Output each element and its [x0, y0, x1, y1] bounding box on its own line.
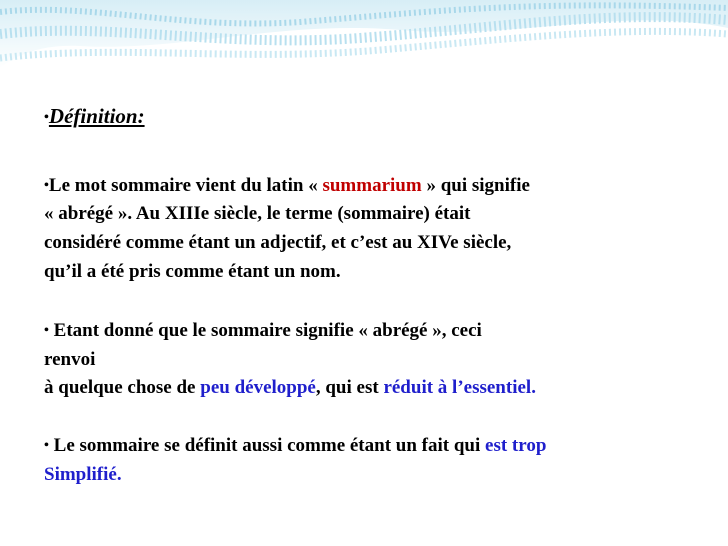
peu-developpe-term: peu développé — [200, 377, 316, 398]
text-span: Le sommaire se définit aussi comme étant un fait qui — [48, 435, 486, 456]
simplifie-term: Simplifié. — [44, 464, 122, 485]
bullet-icon: • — [44, 110, 49, 125]
decorative-wave-banner — [0, 0, 728, 82]
text-span: à quelque chose de — [44, 377, 201, 398]
paragraph-2-line-2: renvoi — [44, 349, 96, 370]
heading-line — [44, 104, 145, 132]
paragraph-1-line-1 — [44, 174, 530, 200]
text-span: , qui est — [315, 377, 384, 398]
text-span: Etant donné que le sommaire signifie « abrégé », ceci — [48, 320, 482, 341]
est-trop-term: est trop — [485, 435, 547, 456]
paragraph-1-line-2: « abrégé ». Au XIIIe siècle, le terme (sommaire) était — [44, 203, 471, 224]
paragraph-2-line-1 — [44, 319, 482, 345]
paragraph-1-line-4: qu’il a été pris comme étant un nom. — [44, 261, 341, 282]
text-span: » qui signifie — [421, 175, 530, 196]
reduit-essentiel-term: réduit à l’essentiel. — [383, 377, 536, 398]
paragraph-3-line-2 — [44, 463, 122, 487]
paragraph-3-line-1 — [44, 434, 546, 460]
paragraph-2-line-3 — [44, 376, 536, 400]
bullet-icon: • — [44, 323, 49, 338]
definition-heading: Définition: — [48, 104, 145, 128]
summarium-term: summarium — [322, 175, 422, 196]
text-span: Le mot sommaire vient du latin « — [48, 175, 323, 196]
bullet-icon: • — [44, 178, 49, 193]
bullet-icon: • — [44, 438, 49, 453]
paragraph-1-line-3: considéré comme étant un adjectif, et c’est au XIVe siècle, — [44, 232, 512, 253]
